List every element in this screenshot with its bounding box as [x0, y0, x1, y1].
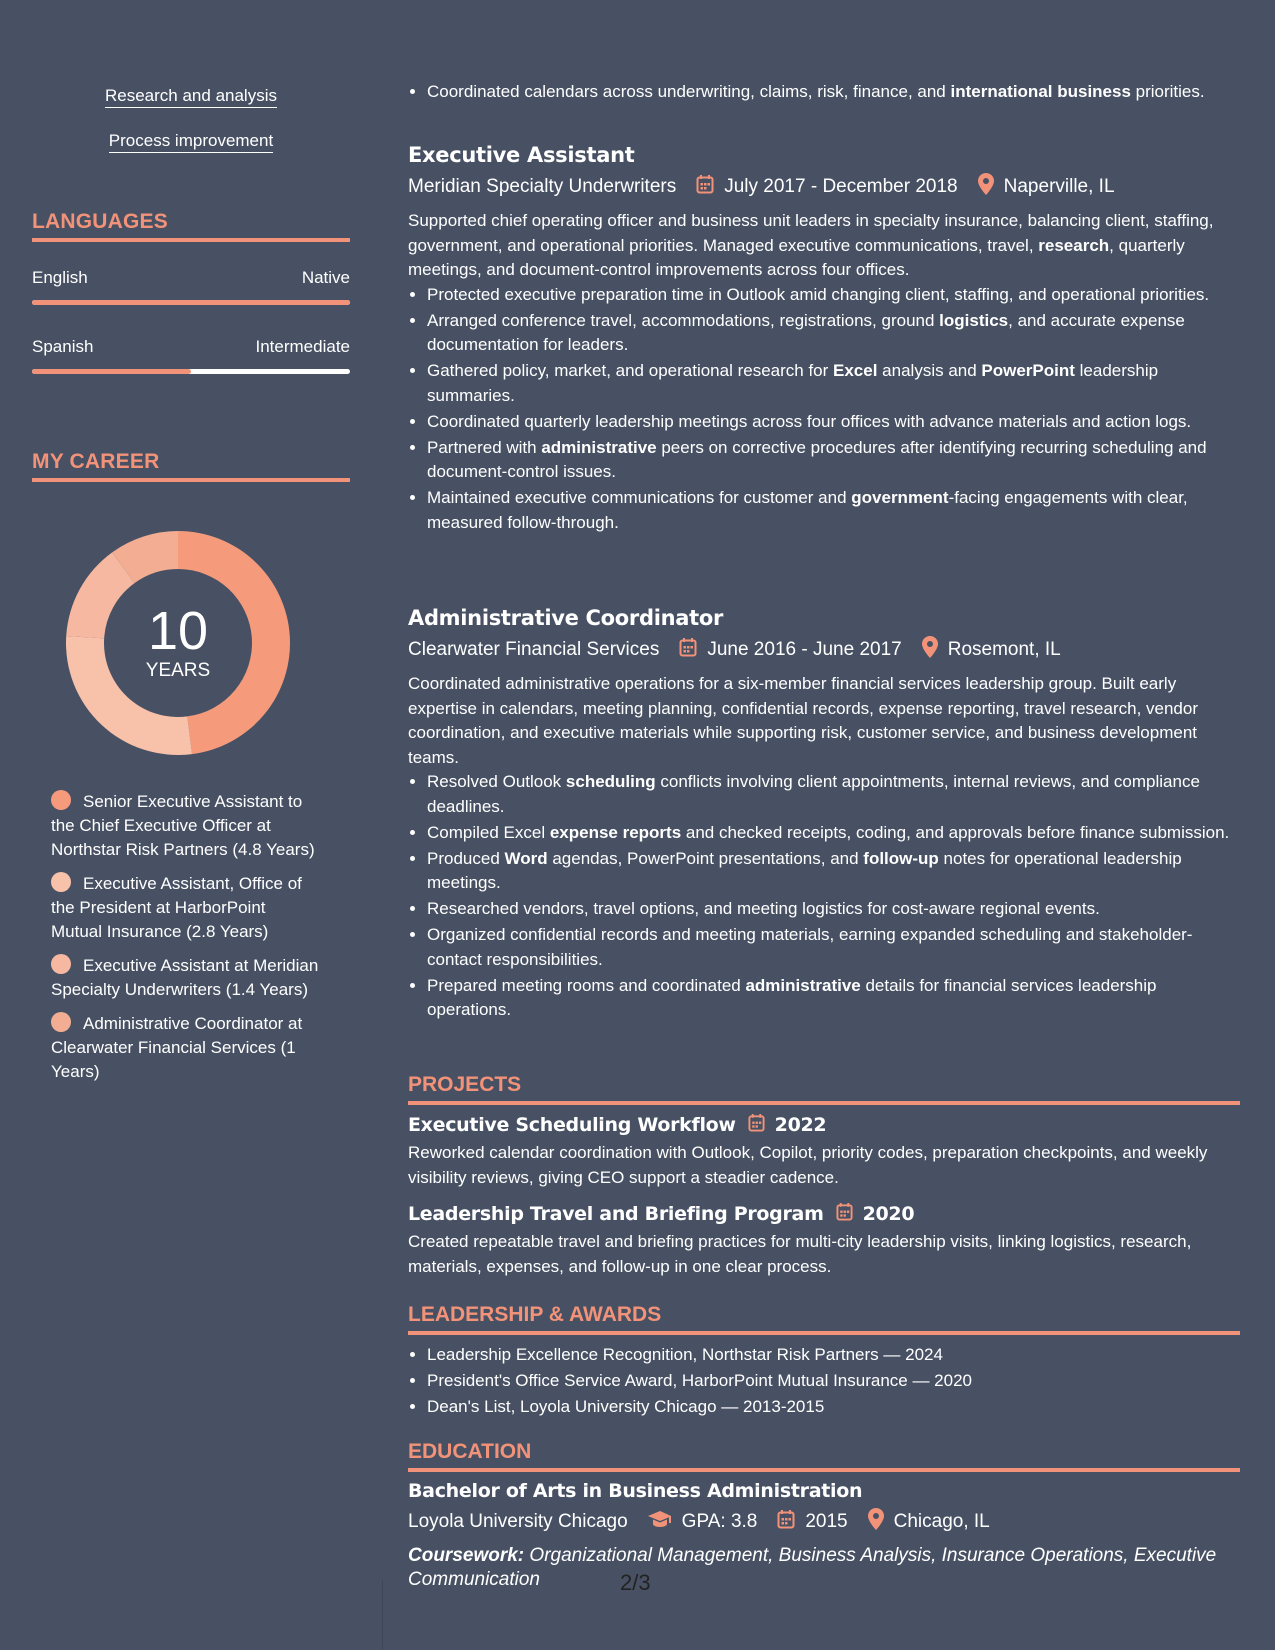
award-item: • President's Office Service Award, HarborPoint Mutual Insurance — 2020	[427, 1369, 1240, 1394]
bullet-item: • Coordinated quarterly leadership meetings across four offices with advance materials and action logs.	[427, 410, 1240, 435]
company-name: Meridian Specialty Underwriters	[408, 176, 677, 197]
project-entry	[408, 1202, 1240, 1279]
career-legend-item: Executive Assistant at Meridian Specialty Underwriters (1.4 Years)	[51, 956, 319, 999]
bullet-item: • Researched vendors, travel options, and meeting logistics for cost-aware regional events.	[427, 897, 1240, 922]
career-years-label: YEARS	[145, 660, 211, 681]
education-section	[408, 1440, 1240, 1592]
job-description: Coordinated administrative operations for a six-member financial services leadership group. Built early expertise in calendars, meeting planning, confidential records, expense reporting, travel research, vendor coordination, and executive materials while supporting risk, customer service, and business development teams.	[408, 674, 1199, 767]
graduation-cap-icon	[648, 1510, 672, 1534]
project-description: Created repeatable travel and briefing practices for multi-city leadership visits, linking logistics, research, materials, expenses, and follow-up in one clear process.	[408, 1232, 1192, 1276]
language-proficiency-bar	[32, 369, 350, 374]
job-bullets	[408, 770, 1240, 1023]
job-location: Rosemont, IL	[947, 639, 1061, 660]
projects-section	[408, 1073, 1240, 1279]
bullet-item: • Resolved Outlook scheduling conflicts involving client appointments, internal reviews, and compliance deadlines.	[427, 770, 1240, 819]
bullet-item: • Produced Word agendas, PowerPoint presentations, and follow-up notes for operational leadership meetings.	[427, 847, 1240, 896]
graduation-year: 2015	[805, 1511, 848, 1532]
job-title: Administrative Coordinator	[408, 606, 724, 630]
location-pin-icon	[922, 636, 938, 664]
job-dates: July 2017 - December 2018	[724, 176, 958, 197]
coursework: Coursework: Organizational Management, Business Analysis, Insurance Operations, Executive Communication	[408, 1545, 1217, 1590]
degree-title: Bachelor of Arts in Business Administration	[408, 1480, 863, 1502]
projects-heading: PROJECTS	[408, 1073, 1240, 1105]
company-name: Clearwater Financial Services	[408, 639, 660, 660]
job-entry	[408, 143, 1240, 537]
awards-heading: LEADERSHIP & AWARDS	[408, 1303, 1240, 1335]
career-donut-chart	[66, 531, 290, 755]
job-meta	[408, 636, 1240, 664]
carryover-bullet-list	[408, 80, 1240, 105]
skill-item: Process improvement	[32, 131, 350, 151]
job-description: Supported chief operating officer and business unit leaders in specialty insurance, balancing client, staffing, government, and operational priorities. Managed executive communications, travel, research, quarterly meetings, and document-control improvements across four offices.	[408, 211, 1214, 279]
awards-list	[408, 1343, 1240, 1420]
bullet-item: • Maintained executive communications for customer and government-facing engagements with clear, measured follow-through.	[427, 486, 1240, 535]
project-year: 2022	[774, 1114, 827, 1136]
project-entry	[408, 1113, 1240, 1190]
bullet-item: • Prepared meeting rooms and coordinated administrative details for financial services leadership operations.	[427, 974, 1240, 1023]
project-description: Reworked calendar coordination with Outlook, Copilot, priority codes, preparation checkpoints, and weekly visibility reviews, giving CEO support a steadier cadence.	[408, 1143, 1208, 1187]
legend-dot-icon	[51, 872, 71, 892]
language-level: Intermediate	[255, 337, 350, 356]
page-number: 2/3	[620, 1570, 651, 1595]
gpa: GPA: 3.8	[681, 1511, 758, 1532]
legend-dot-icon	[51, 1012, 71, 1032]
language-level: Native	[301, 268, 350, 287]
career-heading: MY CAREER	[32, 450, 350, 482]
career-legend-item: Administrative Coordinator at Clearwater Financial Services (1 Years)	[51, 1014, 303, 1081]
bullet-item: • Protected executive preparation time in Outlook amid changing client, staffing, and operational priorities.	[427, 283, 1240, 308]
language-name: Spanish	[32, 337, 94, 356]
job-dates: June 2016 - June 2017	[707, 639, 902, 660]
calendar-icon	[748, 1113, 765, 1137]
education-heading: EDUCATION	[408, 1440, 1240, 1472]
calendar-icon	[777, 1509, 795, 1535]
bullet-item: • Organized confidential records and meeting materials, earning expanded scheduling and stakeholder-contact responsibilities.	[427, 923, 1240, 972]
job-meta	[408, 173, 1240, 201]
language-proficiency-bar	[32, 300, 350, 305]
project-year: 2020	[862, 1203, 915, 1225]
skill-item: Research and analysis	[32, 86, 350, 106]
job-location: Naperville, IL	[1003, 176, 1115, 197]
legend-dot-icon	[51, 790, 71, 810]
language-row	[32, 268, 350, 305]
career-legend-item: Executive Assistant, Office of the President at HarborPoint Mutual Insurance (2.8 Years)	[51, 874, 302, 941]
language-name: English	[32, 268, 88, 287]
bullet-item: • Arranged conference travel, accommodations, registrations, ground logistics, and accurate expense documentation for leaders.	[427, 309, 1240, 358]
career-legend-item: Senior Executive Assistant to the Chief Executive Officer at Northstar Risk Partners (4.8 Years)	[51, 792, 315, 859]
job-title: Executive Assistant	[408, 143, 635, 167]
project-title: Executive Scheduling Workflow	[408, 1114, 736, 1136]
award-item: • Dean's List, Loyola University Chicago — 2013-2015	[427, 1395, 1240, 1420]
career-total-years: 10	[147, 601, 209, 661]
languages-heading: LANGUAGES	[32, 210, 350, 242]
calendar-icon	[679, 637, 697, 663]
calendar-icon	[836, 1202, 853, 1226]
location-pin-icon	[868, 1508, 884, 1536]
awards-section	[408, 1303, 1240, 1421]
award-item: • Leadership Excellence Recognition, Northstar Risk Partners — 2024	[427, 1343, 1240, 1368]
bullet-item: • Coordinated calendars across underwriting, claims, risk, finance, and international business priorities.	[427, 80, 1240, 105]
calendar-icon	[696, 174, 714, 200]
education-meta	[408, 1508, 1240, 1536]
legend-dot-icon	[51, 954, 71, 974]
school-name: Loyola University Chicago	[408, 1511, 628, 1532]
location-pin-icon	[978, 173, 994, 201]
bullet-item: • Compiled Excel expense reports and checked receipts, coding, and approvals before finance submission.	[427, 821, 1240, 846]
project-title: Leadership Travel and Briefing Program	[408, 1203, 824, 1225]
bullet-item: • Partnered with administrative peers on corrective procedures after identifying recurring scheduling and document-control issues.	[427, 436, 1240, 485]
bullet-item: • Gathered policy, market, and operational research for Excel analysis and PowerPoint leadership summaries.	[427, 359, 1240, 408]
education-location: Chicago, IL	[893, 1511, 990, 1532]
job-entry	[408, 606, 1240, 1024]
column-divider	[382, 1580, 383, 1650]
job-bullets	[408, 283, 1240, 536]
language-row	[32, 337, 350, 374]
career-legend	[51, 790, 341, 1094]
